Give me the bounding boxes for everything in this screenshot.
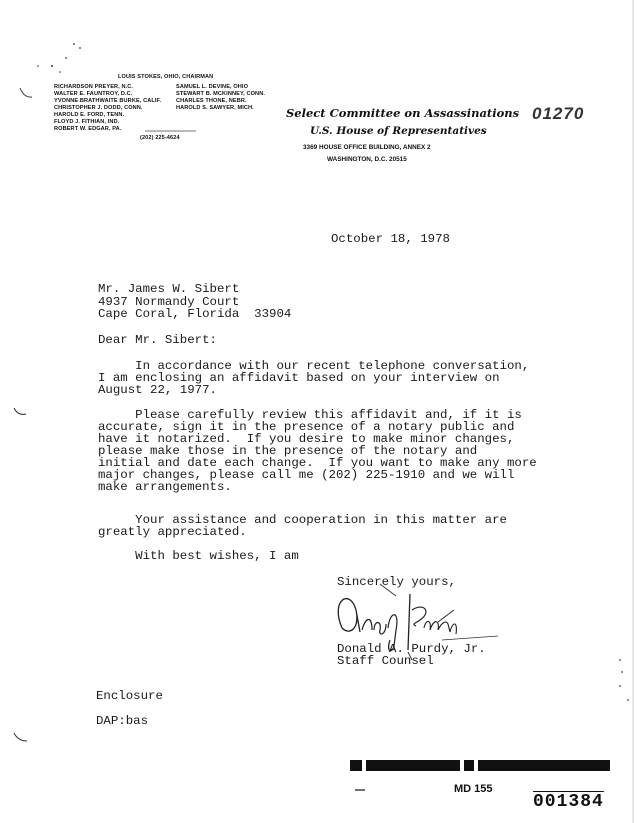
paragraph-1	[98, 360, 529, 396]
chairman-line: LOUIS STOKES, OHIO, CHAIRMAN	[118, 74, 214, 80]
member-name: WALTER E. FAUNTROY, D.C.	[54, 91, 133, 97]
enclosure-label: Enclosure	[96, 689, 163, 703]
paragraph-3	[98, 514, 507, 538]
member-name: FLOYD J. FITHIAN, IND.	[54, 119, 120, 125]
sign-off: Sincerely yours,	[337, 575, 456, 589]
text-line: make arrangements.	[98, 480, 232, 494]
footer-bar-segment	[350, 760, 362, 771]
text-line: greatly appreciated.	[98, 525, 247, 539]
text-line: I am enclosing an affidavit based on your interview on	[98, 371, 500, 385]
md-number: MD 155	[454, 783, 493, 795]
typist-initials: DAP:bas	[96, 714, 149, 728]
address-line: 4937 Normandy Court	[98, 294, 240, 309]
footer-bar-segment	[464, 760, 474, 771]
signer-title: Staff Counsel	[337, 654, 434, 668]
address-line: Mr. James W. Sibert	[98, 282, 240, 296]
member-name: HAROLD E. FORD, TENN.	[54, 112, 125, 118]
paragraph-2	[98, 409, 537, 493]
salutation: Dear Mr. Sibert:	[98, 333, 217, 347]
text-line: In accordance with our recent telephone conversation,	[98, 359, 530, 373]
committee-phone: (202) 225-4624	[140, 135, 180, 141]
closing-line: With best wishes, I am	[98, 549, 299, 563]
text-line: August 22, 1977.	[98, 383, 217, 397]
address-line: Cape Coral, Florida 33904	[98, 307, 292, 321]
signer-name: Donald A. Purdy, Jr.	[337, 642, 486, 656]
member-name: RICHARDSON PREYER, N.C.	[54, 84, 134, 90]
text-line: Your assistance and cooperation in this matter are	[98, 513, 507, 527]
recipient-address	[98, 283, 291, 321]
house-name: U.S. House of Representatives	[310, 125, 487, 137]
address-line-2: WASHINGTON, D.C. 20515	[327, 156, 407, 163]
member-name: CHRISTOPHER J. DODD, CONN.	[54, 105, 143, 111]
text-line: initial and date each change. If you want to make any more	[98, 456, 537, 470]
committee-name: Select Committee on Assassinations	[286, 106, 520, 120]
text-line: please make those in the presence of the notary and	[98, 444, 478, 458]
member-name: STEWART B. MCKINNEY, CONN.	[176, 91, 265, 97]
member-name: SAMUEL L. DEVINE, OHIO	[176, 84, 249, 90]
member-name: CHARLES THONE, NEBR.	[176, 98, 247, 104]
member-name: ROBERT W. EDGAR, PA.	[54, 126, 122, 132]
footer-bar-segment	[478, 760, 610, 771]
text-line: major changes, please call me (202) 225-1910 and we will	[98, 468, 515, 482]
member-name: HAROLD S. SAWYER, MICH.	[176, 105, 254, 111]
text-line: accurate, sign it in the presence of a notary public and	[98, 420, 515, 434]
doc-number-top: 01270	[532, 104, 585, 123]
text-line: have it notarized. If you desire to make minor changes,	[98, 432, 515, 446]
letter-date: October 18, 1978	[331, 232, 450, 246]
text-line: Please carefully review this affidavit and, if it is	[98, 408, 522, 422]
footer-bar-segment	[366, 760, 460, 771]
members-left-list	[54, 84, 161, 133]
members-right-list	[176, 84, 265, 112]
doc-number-bottom: 001384	[533, 792, 604, 812]
address-line-1: 3369 HOUSE OFFICE BUILDING, ANNEX 2	[303, 144, 431, 151]
member-name: YVONNE BRATHWAITE BURKE, CALIF.	[54, 98, 162, 104]
